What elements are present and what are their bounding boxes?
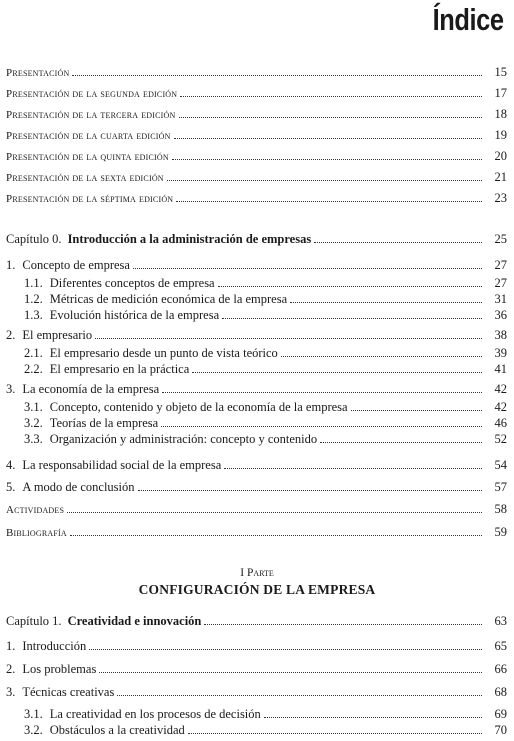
dot-leader: [179, 116, 483, 118]
entry-label: [6, 457, 221, 473]
dot-leader: [117, 694, 482, 696]
toc-front-matter-entry[interactable]: [0, 190, 514, 206]
entry-text: El empresario en la práctica: [49, 362, 190, 376]
page-number: 17: [494, 86, 507, 100]
entry-label: [6, 661, 96, 677]
page-number: 42: [494, 382, 507, 396]
entry-label: [24, 399, 348, 415]
dot-leader: [89, 648, 482, 650]
page-number: 23: [494, 191, 507, 205]
toc-front-matter-entry[interactable]: [0, 85, 514, 101]
toc-entry[interactable]: [0, 345, 514, 361]
entry-label: Presentación: [6, 67, 70, 79]
page-number: 19: [494, 128, 507, 142]
entry-label: [6, 479, 135, 495]
entry-label: [24, 706, 261, 722]
dot-leader: [314, 241, 482, 243]
entry-text: Obstáculos a la creatividad: [49, 723, 185, 737]
page-number: 59: [494, 525, 507, 539]
toc-entry[interactable]: [0, 307, 514, 323]
entry-text: Teorías de la empresa: [49, 416, 159, 430]
entry-number: 2.: [6, 328, 16, 342]
entry-label: Presentación de la quinta edición: [6, 151, 169, 163]
toc-entry[interactable]: [0, 431, 514, 447]
page-number: 39: [494, 346, 507, 360]
dot-leader: [224, 467, 482, 469]
entry-number: 3.3.: [24, 432, 43, 446]
toc-chapter-heading[interactable]: [0, 613, 514, 629]
entry-text: Organización y administración: concepto y contenido: [49, 432, 318, 446]
entry-number: 3.: [6, 685, 16, 699]
entry-label: [6, 381, 159, 397]
entry-label: [6, 684, 114, 700]
toc-entry[interactable]: [0, 415, 514, 431]
dot-leader: [264, 716, 482, 718]
dot-leader: [351, 409, 482, 411]
entry-number: 5.: [6, 480, 16, 494]
dot-leader: [281, 355, 482, 357]
entry-number: 4.: [6, 458, 16, 472]
entry-label: [6, 257, 130, 273]
dot-leader: [174, 137, 482, 139]
toc-entry[interactable]: [0, 399, 514, 415]
entry-number: 2.1.: [24, 346, 43, 360]
toc-front-matter-entry[interactable]: [0, 169, 514, 185]
page-number: 69: [494, 707, 507, 721]
entry-label: [24, 415, 158, 431]
toc-entry[interactable]: [0, 291, 514, 307]
toc-front-matter-entry[interactable]: [0, 148, 514, 164]
dot-leader: [222, 317, 482, 319]
dot-leader: [167, 179, 482, 181]
entry-number: 1.: [6, 639, 16, 653]
entry-text: Introducción: [22, 639, 87, 653]
toc-entry[interactable]: [0, 381, 514, 397]
entry-text: El empresario desde un punto de vista teórico: [49, 346, 278, 360]
page-number: 58: [494, 502, 507, 516]
toc-entry[interactable]: [0, 275, 514, 291]
entry-number: 1.2.: [24, 292, 43, 306]
toc-entry[interactable]: [0, 638, 514, 654]
toc-extra-entry[interactable]: [0, 524, 514, 540]
entry-text: Concepto de empresa: [22, 258, 130, 272]
dot-leader: [133, 267, 482, 269]
page-title: Índice: [432, 2, 504, 37]
toc-entry[interactable]: [0, 706, 514, 722]
chapter-heading-label: [6, 231, 311, 247]
entry-label: [24, 291, 287, 307]
page-number: 27: [494, 276, 507, 290]
entry-number: 3.: [6, 382, 16, 396]
toc-chapter-heading[interactable]: [0, 231, 514, 247]
entry-text: La creatividad en los procesos de decisión: [49, 707, 261, 721]
toc-front-matter-entry[interactable]: [0, 106, 514, 122]
dot-leader: [180, 95, 482, 97]
entry-number: 3.2.: [24, 416, 43, 430]
entry-number: 3.2.: [24, 723, 43, 737]
page-number: 70: [494, 723, 507, 737]
entry-label: [24, 307, 219, 323]
entry-text: La economía de la empresa: [22, 382, 160, 396]
page-number: 31: [494, 292, 507, 306]
entry-text: Concepto, contenido y objeto de la economía de la empresa: [49, 400, 348, 414]
entry-text: La responsabilidad social de la empresa: [22, 458, 222, 472]
toc-entry[interactable]: [0, 722, 514, 738]
dot-leader: [95, 337, 482, 339]
toc-front-matter-entry[interactable]: [0, 127, 514, 143]
entry-label: [24, 345, 278, 361]
entry-text: Métricas de medición económica de la empresa: [49, 292, 288, 306]
dot-leader: [218, 285, 482, 287]
toc-front-matter-entry[interactable]: [0, 64, 514, 80]
entry-label: [24, 361, 189, 377]
dot-leader: [70, 534, 482, 536]
dot-leader: [188, 732, 482, 734]
page-number: 27: [494, 258, 507, 272]
chapter-title: Introducción a la administración de empresas: [67, 232, 312, 246]
dot-leader: [72, 74, 482, 76]
page-number: 38: [494, 328, 507, 342]
entry-label: [24, 275, 215, 291]
dot-leader: [138, 489, 482, 491]
entry-label: [24, 722, 185, 738]
page-number: 41: [494, 362, 507, 376]
page-number: 42: [494, 400, 507, 414]
dot-leader: [290, 301, 482, 303]
toc-entry[interactable]: [0, 361, 514, 377]
entry-text: A modo de conclusión: [22, 480, 135, 494]
entry-label: Bibliografía: [6, 527, 67, 539]
page-number: 25: [494, 232, 507, 246]
entry-label: Actividades: [6, 504, 65, 516]
entry-number: 3.1.: [24, 400, 43, 414]
dot-leader: [67, 511, 482, 513]
entry-number: 1.: [6, 258, 16, 272]
toc-entry[interactable]: [0, 257, 514, 273]
page-number: 65: [494, 639, 507, 653]
part-label: I Parte: [240, 567, 274, 579]
dot-leader: [192, 371, 482, 373]
page-number: 68: [494, 685, 507, 699]
entry-text: Los problemas: [22, 662, 97, 676]
page-number: 66: [494, 662, 507, 676]
toc-entry[interactable]: [0, 684, 514, 700]
page-number: 63: [494, 614, 507, 628]
toc-entry[interactable]: [0, 479, 514, 495]
entry-number: 2.2.: [24, 362, 43, 376]
entry-text: Evolución histórica de la empresa: [49, 308, 220, 322]
entry-label: Presentación de la segunda edición: [6, 88, 178, 100]
chapter-title: Creatividad e innovación: [67, 614, 202, 628]
dot-leader: [161, 425, 482, 427]
page-number: 52: [494, 432, 507, 446]
entry-label: Presentación de la cuarta edición: [6, 130, 171, 142]
entry-label: Presentación de la séptima edición: [6, 193, 174, 205]
entry-number: 1.3.: [24, 308, 43, 322]
entry-label: [6, 638, 86, 654]
entry-label: [24, 431, 317, 447]
entry-text: Técnicas creativas: [22, 685, 115, 699]
toc-entry[interactable]: [0, 661, 514, 677]
dot-leader: [172, 158, 482, 160]
chapter-heading-label: [6, 613, 201, 629]
page-number: 46: [494, 416, 507, 430]
dot-leader: [204, 623, 482, 625]
entry-text: Diferentes conceptos de empresa: [49, 276, 215, 290]
entry-number: 3.1.: [24, 707, 43, 721]
part-title: CONFIGURACIÓN DE LA EMPRESA: [138, 582, 376, 597]
chapter-prefix: Capítulo 1.: [6, 614, 62, 628]
entry-label: [6, 327, 92, 343]
page-number: 36: [494, 308, 507, 322]
page-number: 18: [494, 107, 507, 121]
toc-entry[interactable]: [0, 457, 514, 473]
dot-leader: [162, 391, 482, 393]
page-number: 57: [494, 480, 507, 494]
dot-leader: [99, 671, 482, 673]
entry-text: El empresario: [22, 328, 93, 342]
page-number: 54: [494, 458, 507, 472]
page-number: 21: [494, 170, 507, 184]
toc-extra-entry[interactable]: [0, 501, 514, 517]
toc-entry[interactable]: [0, 327, 514, 343]
entry-number: 1.1.: [24, 276, 43, 290]
dot-leader: [176, 200, 482, 202]
chapter-prefix: Capítulo 0.: [6, 232, 62, 246]
page-number: 20: [494, 149, 507, 163]
dot-leader: [320, 441, 482, 443]
entry-label: Presentación de la sexta edición: [6, 172, 164, 184]
page-number: 15: [494, 65, 507, 79]
entry-label: Presentación de la tercera edición: [6, 109, 176, 121]
entry-number: 2.: [6, 662, 16, 676]
